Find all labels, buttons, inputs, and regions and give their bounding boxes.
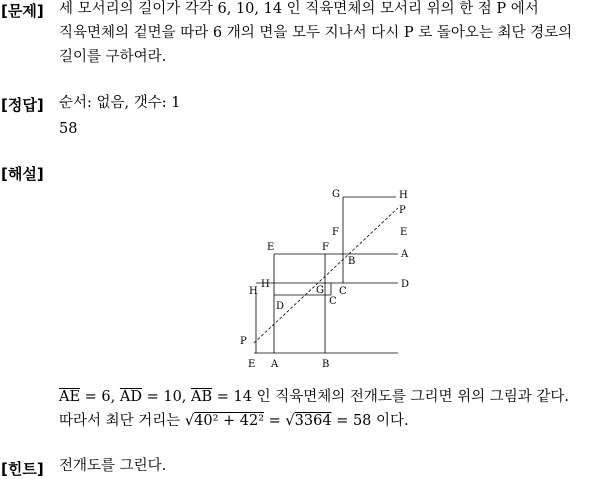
solution-line-1 — [59, 385, 569, 409]
label-E-right: E — [400, 227, 408, 238]
solution-result: = 58 이다. — [336, 413, 409, 429]
sqrt-expr-1: 40² + 42² — [194, 413, 265, 429]
sqrt-expr-2: 3364 — [294, 413, 332, 429]
label-F2: F — [332, 227, 339, 238]
answer-tag: [정답] — [1, 96, 44, 114]
label-G-mid: G — [316, 285, 324, 296]
label-G-top: G — [332, 189, 340, 200]
problem-tag: [문제] — [1, 2, 44, 20]
label-D-right: D — [401, 279, 410, 290]
segment-AE-value: = 6, — [84, 389, 116, 405]
segment-AB: $\overline{AB}$ — [191, 389, 213, 405]
answer-value: 58 — [59, 121, 78, 137]
label-P-right: P — [399, 205, 406, 216]
sqrt-sign-2: √ — [285, 413, 295, 429]
problem-line-2: 직육면체의 겉면을 따라 6 개의 면을 모두 지나서 다시 P 로 돌아오는 최단 경로의 — [59, 25, 573, 41]
solution-line-2 — [59, 409, 409, 433]
label-H-left2: H — [249, 286, 258, 297]
label-F-mid: F — [322, 242, 329, 253]
label-D-mid: D — [276, 301, 285, 312]
label-B-bot: B — [322, 359, 330, 370]
label-E-mid: E — [267, 242, 275, 253]
sqrt-sign-1: √ — [184, 413, 195, 429]
label-C1: C — [339, 286, 347, 297]
label-B-mid: B — [348, 256, 356, 267]
net-diagram — [236, 183, 416, 373]
segment-AD-value: = 10, — [146, 389, 187, 405]
label-P-left: P — [240, 336, 247, 347]
label-A-bot: A — [271, 359, 279, 370]
shortest-path-line — [254, 208, 398, 343]
segment-AD: $\overline{AD}$ — [119, 389, 142, 405]
label-E-bot: E — [248, 359, 256, 370]
problem-line-1: 세 모서리의 길이가 각각 6, 10, 14 인 직육면체의 모서리 위의 한 점 P 에서 — [59, 1, 539, 17]
hint-tag: [힌트] — [1, 460, 44, 478]
segment-AE: $\overline{AE}$ — [59, 389, 81, 405]
solution-text-2: 따라서 최단 거리는 — [59, 413, 181, 429]
label-C2: C — [329, 296, 337, 307]
segment-AB-value: = 14 — [216, 389, 252, 405]
label-A-right: A — [401, 249, 409, 260]
hint-text: 전개도를 그린다. — [59, 458, 167, 474]
label-H-left: H — [261, 279, 270, 290]
problem-line-3: 길이를 구하여라. — [59, 49, 167, 65]
solution-text-1: 인 직육면체의 전개도를 그리면 위의 그림과 같다. — [256, 389, 570, 405]
solution-tag: [해설] — [1, 165, 44, 183]
answer-line-1: 순서: 없음, 갯수: 1 — [59, 95, 181, 111]
equals-sign: = — [268, 413, 281, 429]
label-H-top: H — [399, 190, 408, 201]
